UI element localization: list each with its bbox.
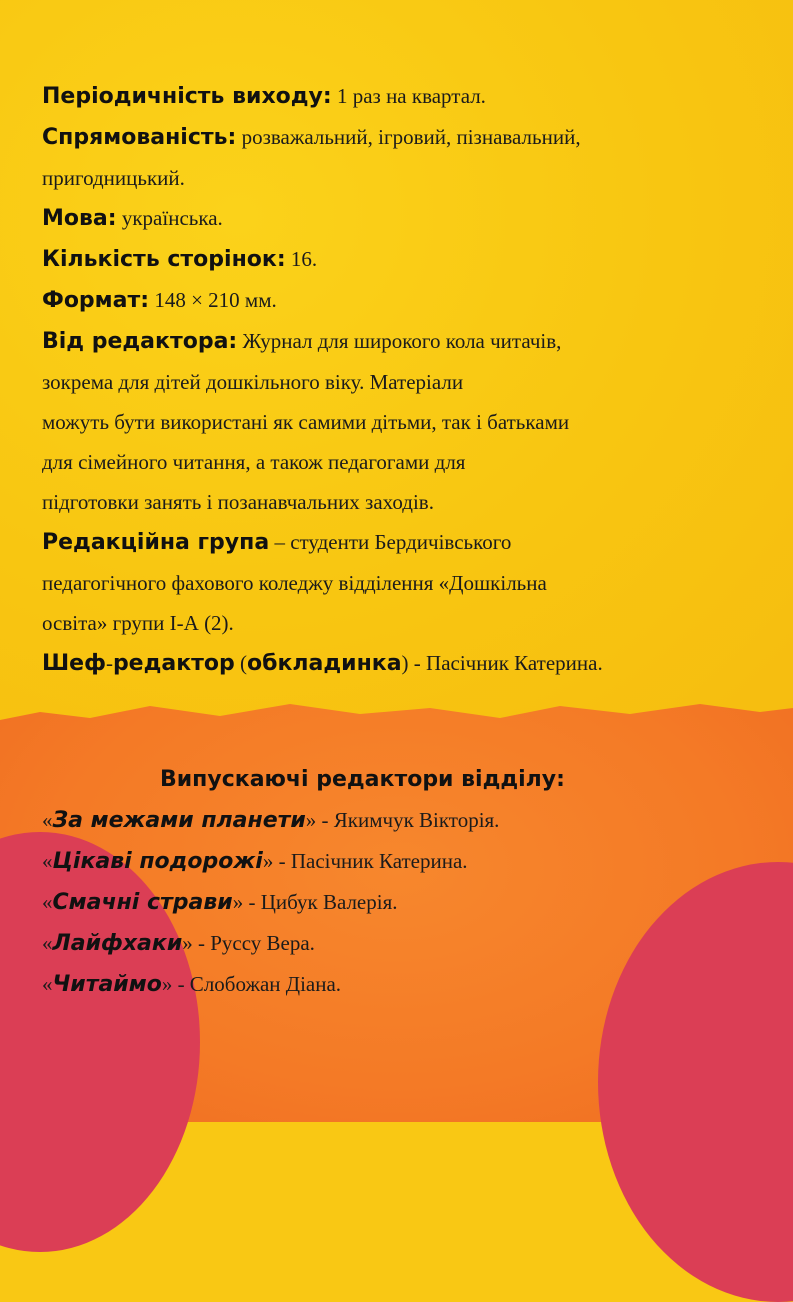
editorial-group-text: освіта» групи І-А (2). — [42, 611, 234, 635]
editor-note-text: зокрема для дітей дошкільного віку. Матеріали — [42, 370, 464, 394]
format-value: 148 × 210 мм. — [149, 288, 277, 312]
rubric-title: За межами планети — [52, 808, 306, 833]
pages-label: Кількість сторінок — [42, 247, 277, 272]
orientation-line-2 — [42, 158, 762, 198]
pages-line: Кількість сторінок: 16. — [42, 247, 318, 272]
editor-note-label: Від редактора — [42, 329, 229, 354]
editor-item: «Смачні страви» - Цибук Валерія. — [42, 890, 398, 915]
section-editors — [42, 760, 762, 1005]
orientation-value-2: пригодницький. — [42, 166, 185, 190]
format-line: Формат: 148 × 210 мм. — [42, 288, 277, 313]
chief-editor-line: Шеф-редактор (обкладинка) - Пасічник Катерина. — [42, 651, 603, 676]
editorial-group-label: Редакційна група — [42, 530, 270, 555]
editor-item: «За межами планети» - Якимчук Вікторія. — [42, 808, 500, 833]
rubric-title: Цікаві подорожі — [52, 849, 263, 874]
chief-editor-label: Шеф — [42, 651, 106, 676]
editor-note-text: підготовки занять і позанавчальних заходів. — [42, 490, 434, 514]
periodicity-label: Періодичність виходу — [42, 84, 323, 109]
editor-name: - Цибук Валерія. — [243, 890, 398, 914]
orientation-label: Спрямованість — [42, 125, 228, 150]
editor-item: «Цікаві подорожі» - Пасічник Катерина. — [42, 849, 468, 874]
editor-name: - Слобожан Діана. — [172, 972, 342, 996]
periodicity-line: Періодичність виходу: 1 раз на квартал. — [42, 84, 486, 109]
publication-info — [42, 76, 762, 684]
section-editors-heading: Випускаючі редактори відділу: — [160, 767, 565, 792]
rubric-title: Лайфхаки — [52, 931, 183, 956]
format-label: Формат — [42, 288, 141, 313]
language-value: українська. — [116, 206, 223, 230]
editor-note-text: для сімейного читання, а також педагогами для — [42, 450, 466, 474]
editor-note-line: Від редактора: Журнал для широкого кола читачів, — [42, 329, 562, 354]
rubric-title: Читаймо — [52, 972, 162, 997]
editor-note-text: Журнал для широкого кола читачів, — [237, 329, 562, 353]
editorial-group-text: – студенти Бердичівського — [269, 530, 512, 554]
periodicity-value: 1 раз на квартал. — [331, 84, 486, 108]
editor-name: - Руссу Вера. — [192, 931, 315, 955]
editorial-group-text: педагогічного фахового коледжу відділення «Дошкільна — [42, 571, 547, 595]
editor-item: «Читаймо» - Слобожан Діана. — [42, 972, 342, 997]
pages-value: 16. — [285, 247, 318, 271]
editor-name: - Пасічник Катерина. — [273, 849, 468, 873]
language-line: Мова: українська. — [42, 206, 223, 231]
editor-item: «Лайфхаки» - Руссу Вера. — [42, 931, 315, 956]
orientation-line: Спрямованість: розважальний, ігровий, пізнавальний, — [42, 125, 581, 150]
chief-editor-value: - Пасічник Катерина. — [408, 651, 603, 675]
language-label: Мова — [42, 206, 108, 231]
orientation-value: розважальний, ігровий, пізнавальний, — [236, 125, 581, 149]
editor-note-text: можуть бути використані як самими дітьми, так і батьками — [42, 410, 570, 434]
editor-name: - Якимчук Вікторія. — [316, 808, 500, 832]
editorial-group-line — [42, 522, 762, 563]
rubric-title: Смачні страви — [52, 890, 233, 915]
